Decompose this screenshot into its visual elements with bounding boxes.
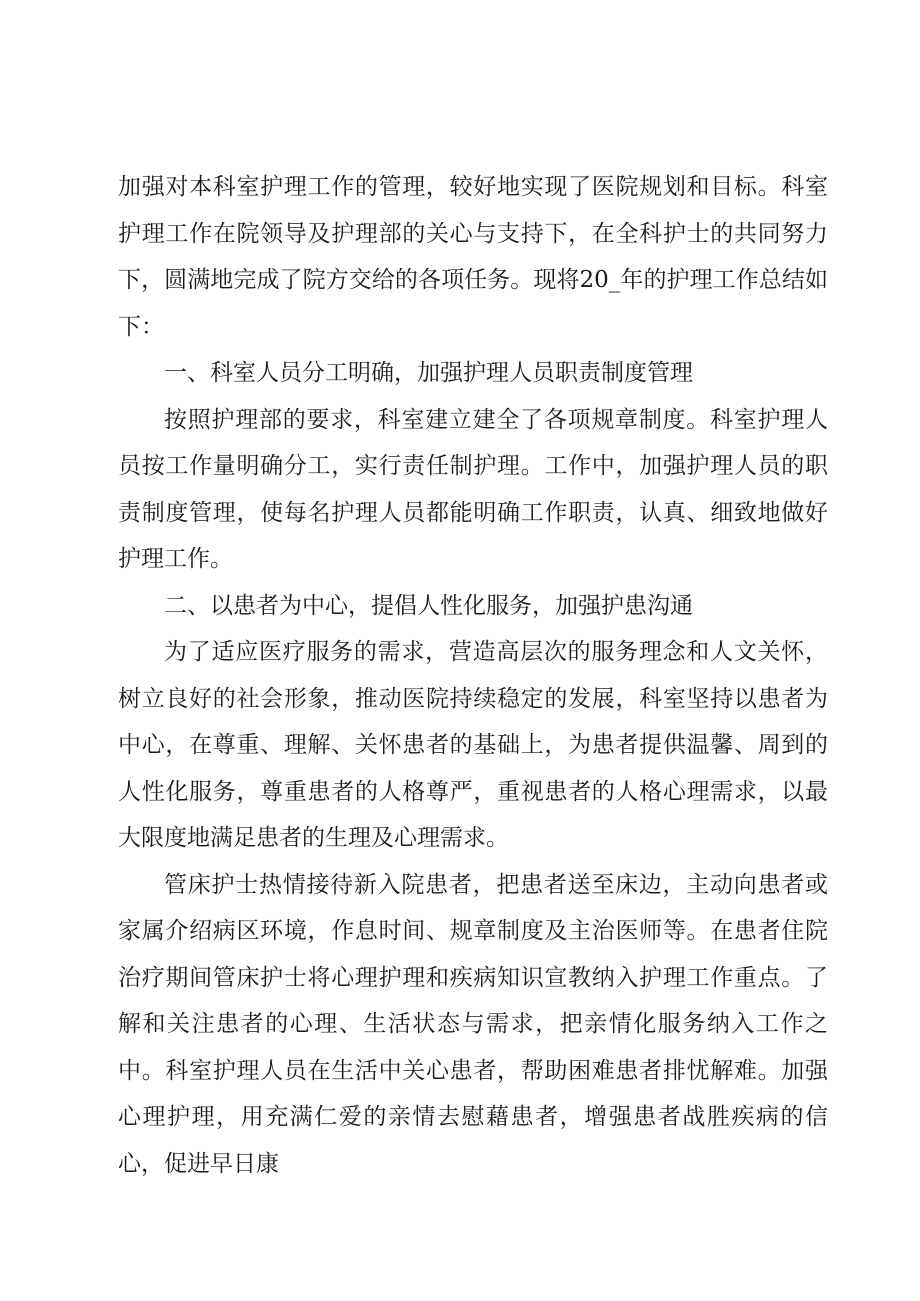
- section-1-paragraph: 按照护理部的要求，科室建立建全了各项规章制度。科室护理人员按工作量明确分工，实行责任制护理。工作中，加强护理人员的职责制度管理，使每名护理人员都能明确工作职责，认真、细致地做好护理工作。: [118, 406, 828, 572]
- document-body: [118, 164, 828, 1187]
- section-2-paragraph-1: 为了适应医疗服务的需求，营造高层次的服务理念和人文关怀，树立良好的社会形象，推动医院持续稳定的发展，科室坚持以患者为中心，在尊重、理解、关怀患者的基础上，为患者提供温馨、周到的人性化服务，尊重患者的人格尊严，重视患者的人格心理需求，以最大限度地满足患者的生理及心理需求。: [118, 639, 828, 851]
- section-heading-2: 二、以患者为中心，提倡人性化服务，加强护患沟通: [164, 592, 693, 619]
- section-2-paragraph-2: 管床护士热情接待新入院患者，把患者送至床边，主动向患者或家属介绍病区环境，作息时间、规章制度及主治医师等。在患者住院治疗期间管床护士将心理护理和疾病知识宣教纳入护理工作重点。了解和关注患者的心理、生活状态与需求，把亲情化服务纳入工作之中。科室护理人员在生活中关心患者，帮助困难患者排忧解难。加强心理护理，用充满仁爱的亲情去慰藉患者，增强患者战胜疾病的信心，促进早日康: [118, 871, 828, 1177]
- intro-paragraph: 加强对本科室护理工作的管理，较好地实现了医院规划和目标。科室护理工作在院领导及护理部的关心与支持下，在全科护士的共同努力下，圆满地完成了院方交给的各项任务。现将20_年的护理工作总结如下：: [118, 174, 828, 340]
- section-heading-1: 一、科室人员分工明确，加强护理人员职责制度管理: [164, 360, 693, 386]
